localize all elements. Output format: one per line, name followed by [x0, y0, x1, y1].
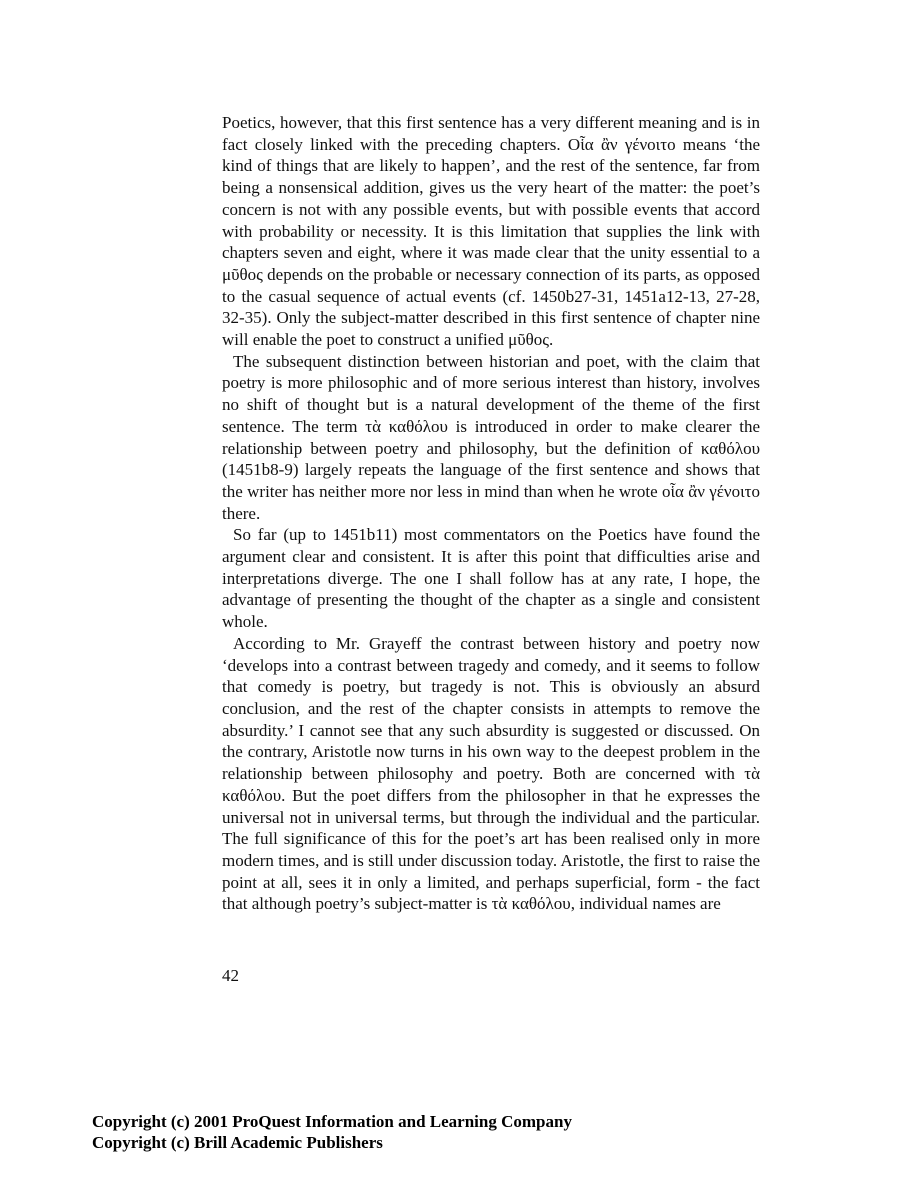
paragraph-4: According to Mr. Grayeff the contrast between history and poetry now ‘develops into a contrast between tragedy and comedy, and it seems to follow that comedy is poetry, but tragedy is not. This is obviously an absurd conclusion, and the rest of the chapter consists in attempts to remove the absurdity.’ I cannot see that any such absurdity is suggested or discussed. On the contrary, Aristotle now turns in his own way to the deepest problem in the relationship between philosophy and poetry. Both are concerned with τὰ καθόλου. But the poet differs from the philosopher in that he expresses the universal not in universal terms, but through the individual and the particular. The full significance of this for the poet’s art has been realised only in more modern times, and is still under discussion today. Aristotle, the first to raise the point at all, sees it in only a limited, and perhaps superficial, form - the fact that although poetry’s subject-matter is τὰ καθόλου, individual names are — [222, 633, 760, 914]
copyright-line-2: Copyright (c) Brill Academic Publishers — [92, 1133, 383, 1152]
body-text — [222, 112, 760, 915]
paragraph-2: The subsequent distinction between historian and poet, with the claim that poetry is more philosophic and of more serious interest than history, involves no shift of thought but is a natural development of the theme of the first sentence. The term τὰ καθόλου is introduced in order to make clearer the relationship between poetry and philosophy, but the definition of καθόλου (1451b8-9) largely repeats the language of the first sentence and shows that the writer has neither more nor less in mind than when he wrote οἷα ἂν γένοιτο there. — [222, 351, 760, 523]
paragraph-1: Poetics, however, that this first sentence has a very different meaning and is in fact closely linked with the preceding chapters. Οἷα ἂν γένοιτο means ‘the kind of things that are likely to happen’, and the rest of the sentence, far from being a nonsensical addition, gives us the very heart of the matter: the poet’s concern is not with any possible events, but with possible events that accord with probability or necessity. It is this limitation that supplies the link with chapters seven and eight, where it was made clear that the unity essential to a μῦθος depends on the probable or necessary connection of its parts, as opposed to the casual sequence of actual events (cf. 1450b27-31, 1451a12-13, 27-28, 32-35). Only the subject-matter described in this first sentence of chapter nine will enable the poet to construct a unified μῦθος. — [222, 113, 761, 350]
paragraph-3: So far (up to 1451b11) most commentators on the Poetics have found the argument clear and consistent. It is after this point that difficulties arise and interpretations diverge. The one I shall follow has at any rate, I hope, the advantage of presenting the thought of the chapter as a single and consistent whole. — [222, 525, 760, 632]
page-number: 42 — [222, 966, 239, 985]
copyright-line-1: Copyright (c) 2001 ProQuest Information and Learning Company — [92, 1112, 572, 1131]
